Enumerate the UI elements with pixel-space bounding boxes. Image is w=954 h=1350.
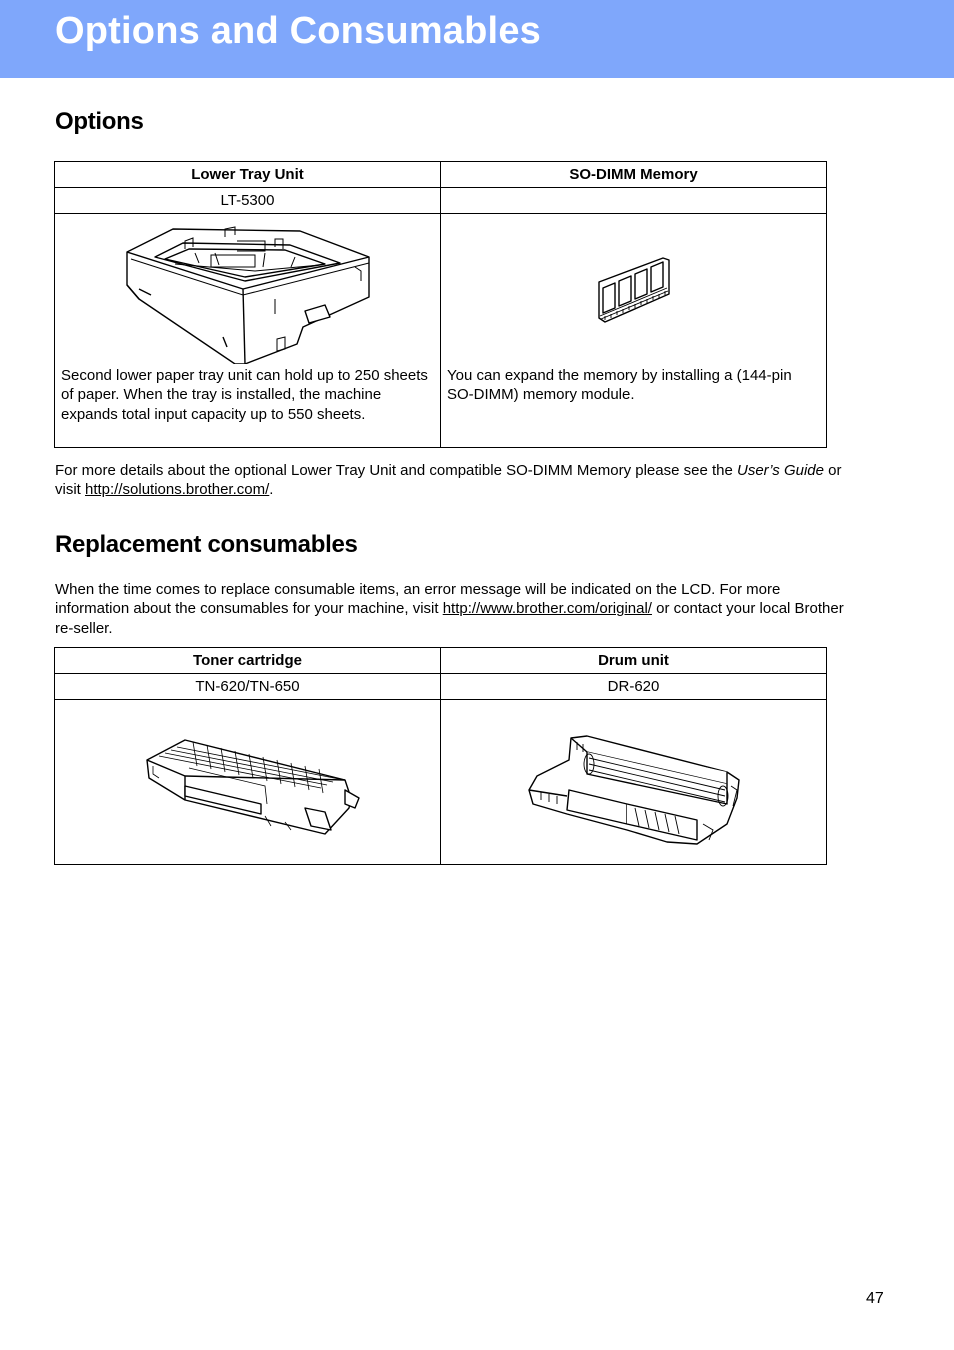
model-row (55, 188, 827, 214)
model-row (55, 674, 827, 700)
lower-tray-cell (55, 214, 441, 448)
drum-cell (441, 700, 827, 865)
original-supplies-link[interactable]: http://www.brother.com/original/ (442, 600, 652, 618)
drum-unit-illustration (527, 734, 741, 846)
model-toner: TN-620/TN-650 (55, 674, 441, 700)
options-note (55, 461, 845, 500)
intro-text-after: or contact your local Brother re-seller. (55, 600, 844, 637)
toner-cartridge-illustration (145, 738, 363, 838)
note-text-after: . (269, 481, 274, 499)
consumables-heading: Replacement consumables (55, 531, 358, 558)
image-row (55, 214, 827, 448)
users-guide-reference: User’s Guide (736, 462, 824, 479)
sodimm-description: You can expand the memory by installing a (144-pin SO-DIMM) memory module. (447, 367, 792, 404)
model-sodimm (441, 188, 827, 214)
column-header-toner: Toner cartridge (55, 648, 441, 674)
solutions-link[interactable]: http://solutions.brother.com/ (85, 481, 270, 499)
options-heading: Options (55, 108, 144, 135)
consumables-intro (55, 580, 855, 638)
note-text-before: For more details about the optional Lower Tray Unit and compatible SO-DIMM Memory please see the (55, 462, 737, 479)
lower-tray-description: Second lower paper tray unit can hold up to 250 sheets of paper. When the tray is installed, the machine expands total input capacity up to 550 sheets. (61, 367, 428, 423)
consumables-table (54, 647, 827, 865)
sodimm-cell (441, 214, 827, 448)
lower-tray-illustration (125, 219, 373, 364)
column-header-drum: Drum unit (441, 648, 827, 674)
model-drum: DR-620 (441, 674, 827, 700)
note-text-mid: or visit (55, 462, 842, 499)
page-number: 47 (866, 1290, 884, 1307)
options-table (54, 161, 827, 448)
column-header-sodimm: SO-DIMM Memory (441, 162, 827, 188)
toner-cell (55, 700, 441, 865)
intro-text-before: When the time comes to replace consumable items, an error message will be indicated on the LCD. For more information about the consumables for your machine, visit (55, 581, 781, 618)
table-header-row (55, 648, 827, 674)
model-lower-tray: LT-5300 (55, 188, 441, 214)
column-header-lower-tray: Lower Tray Unit (55, 162, 441, 188)
table-header-row (55, 162, 827, 188)
title-banner (0, 0, 954, 78)
image-row (55, 700, 827, 865)
page-title: Options and Consumables (55, 10, 541, 52)
memory-module-illustration (597, 256, 671, 324)
